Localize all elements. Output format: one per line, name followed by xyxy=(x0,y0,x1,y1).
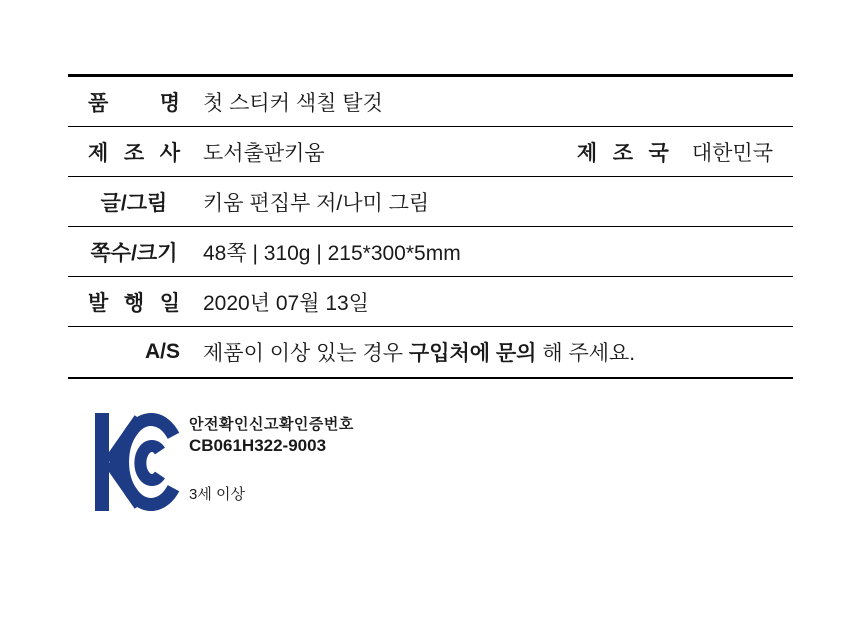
spec-row-author xyxy=(68,177,793,227)
country-label: 제 조 국 xyxy=(576,141,669,165)
product-spec-table xyxy=(68,74,793,379)
manufacturer-value: 도서출판키움 xyxy=(203,141,325,165)
author-label: 글/그림 xyxy=(100,191,168,215)
product-name-label: 품 명 xyxy=(88,91,180,115)
spec-row-as xyxy=(68,327,793,377)
as-value-prefix: 제품이 이상 있는 경우 xyxy=(203,342,409,365)
publish-date-value: 2020년 07월 13일 xyxy=(203,291,369,315)
as-value-bold: 구입처에 문의 xyxy=(408,342,537,365)
author-value: 키움 편집부 저/나미 그림 xyxy=(203,191,430,215)
manufacturer-label: 제 조 사 xyxy=(88,141,180,165)
publish-date-label: 발 행 일 xyxy=(88,291,180,315)
country-pair xyxy=(577,137,793,167)
product-name-value: 첫 스티커 색칠 탈것 xyxy=(203,91,383,115)
certification-title: 안전확인신고확인증번호 xyxy=(189,416,354,433)
as-value xyxy=(203,337,635,367)
pages-size-label: 쪽수/크기 xyxy=(90,241,178,265)
certification-block xyxy=(95,412,354,512)
certification-number: CB061H322-9003 xyxy=(189,436,327,455)
as-value-suffix: 해 주세요. xyxy=(536,342,636,365)
age-recommendation: 3세 이상 xyxy=(189,486,245,503)
spec-row-product-name xyxy=(68,77,793,127)
spec-row-pages-size xyxy=(68,227,793,277)
certification-text xyxy=(189,412,354,512)
spec-row-manufacturer xyxy=(68,127,793,177)
country-value: 대한민국 xyxy=(691,141,773,165)
kc-certification-mark-icon xyxy=(95,412,180,512)
spec-row-publish-date xyxy=(68,277,793,327)
pages-size-value: 48쪽 | 310g | 215*300*5mm xyxy=(203,241,461,265)
as-label: A/S xyxy=(144,340,180,363)
